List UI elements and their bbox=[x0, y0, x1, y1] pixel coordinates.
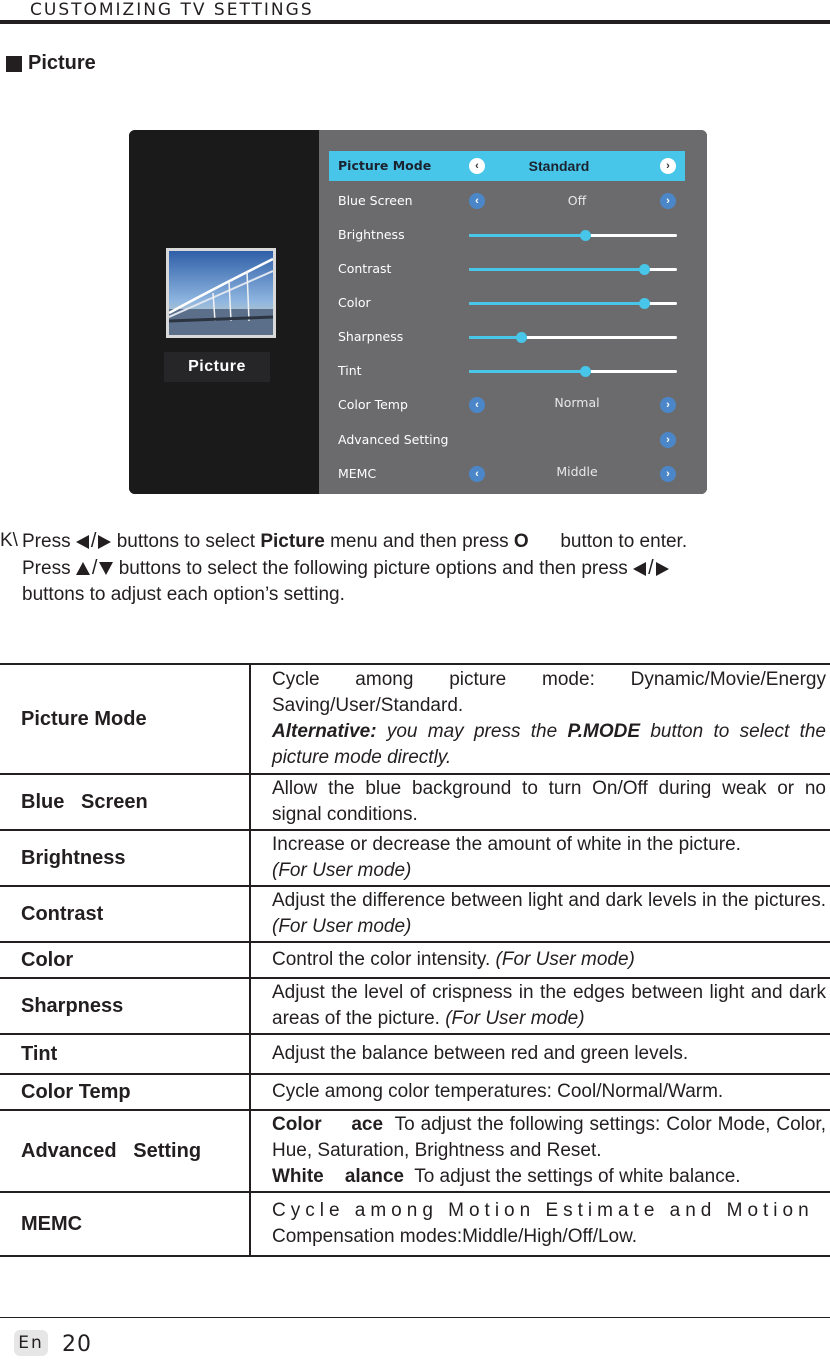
menu-row-label: Brightness bbox=[338, 227, 405, 242]
down-arrow-icon bbox=[99, 562, 113, 575]
settings-table bbox=[0, 663, 830, 1257]
header-rule bbox=[0, 20, 830, 24]
chevron-right-icon[interactable]: › bbox=[660, 466, 676, 482]
row-label: MEMC bbox=[0, 1192, 250, 1256]
up-arrow-icon bbox=[76, 562, 90, 575]
menu-row-contrast[interactable] bbox=[319, 254, 707, 284]
section-square-icon bbox=[6, 56, 22, 72]
instruction-line-1: Press / buttons to select Picture menu and then press O button to enter. bbox=[22, 530, 688, 552]
table-row bbox=[0, 830, 830, 886]
row-label: Sharpness bbox=[0, 978, 250, 1034]
row-description bbox=[250, 886, 830, 942]
desc-note: (For User mode) bbox=[495, 949, 635, 970]
contrast-slider[interactable] bbox=[469, 268, 677, 271]
row-label: Picture Mode bbox=[0, 664, 250, 774]
menu-row-value: Middle bbox=[556, 464, 598, 479]
table-row bbox=[0, 886, 830, 942]
page-number: 20 bbox=[62, 1332, 92, 1357]
slider-knob[interactable] bbox=[639, 264, 650, 275]
instruction-line-3 bbox=[22, 582, 826, 608]
desc-text: Cycle among Motion Estimate and Motion bbox=[272, 1200, 814, 1221]
table-row bbox=[0, 664, 830, 774]
pmode-key-name: P.MODE bbox=[567, 721, 641, 742]
slider-fill bbox=[469, 302, 644, 305]
page-header-title: CUSTOMIZING TV SETTINGS bbox=[30, 0, 314, 20]
color-space-label: Color ace bbox=[272, 1114, 384, 1135]
menu-row-sharpness[interactable] bbox=[319, 322, 707, 352]
picture-thumbnail-icon bbox=[166, 248, 276, 338]
desc-text: you may press the bbox=[386, 721, 558, 742]
color-slider[interactable] bbox=[469, 302, 677, 305]
row-label: Blue Screen bbox=[0, 774, 250, 830]
menu-row-value: Standard bbox=[528, 158, 590, 174]
menu-row-label: Blue Screen bbox=[338, 193, 413, 208]
section-title bbox=[6, 52, 96, 75]
row-description bbox=[250, 1110, 830, 1192]
desc-text: Adjust the difference between light and dark levels in the pictures. bbox=[272, 890, 826, 911]
right-arrow-icon bbox=[98, 535, 111, 549]
instruction-line-2: Press / buttons to select the following picture options and then press / bbox=[22, 555, 826, 582]
slider-fill bbox=[469, 234, 585, 237]
menu-row-label: Sharpness bbox=[338, 329, 404, 344]
instruction-text: button to enter. bbox=[560, 531, 688, 552]
menu-row-label: Picture Mode bbox=[338, 158, 432, 173]
row-label: Advanced Setting bbox=[0, 1110, 250, 1192]
table-row bbox=[0, 1110, 830, 1192]
right-arrow-icon bbox=[656, 562, 669, 576]
left-arrow-icon bbox=[633, 562, 646, 576]
row-description: Adjust the balance between red and green levels. bbox=[250, 1034, 830, 1074]
row-description bbox=[250, 978, 830, 1034]
desc-text: button to select the picture mode directly. bbox=[272, 721, 826, 768]
menu-row-picture-mode[interactable] bbox=[329, 151, 685, 181]
brightness-slider[interactable] bbox=[469, 234, 677, 237]
menu-row-label: Color Temp bbox=[338, 397, 408, 412]
menu-row-label: Tint bbox=[338, 363, 362, 378]
desc-text: Control the color intensity. bbox=[272, 949, 491, 970]
picture-menu-name: Picture bbox=[260, 531, 325, 552]
instruction-text: buttons to select the following picture options and then press bbox=[118, 558, 628, 579]
menu-row-label: Contrast bbox=[338, 261, 392, 276]
chevron-right-icon[interactable]: › bbox=[660, 432, 676, 448]
instruction-text: Press bbox=[22, 531, 71, 552]
row-label: Tint bbox=[0, 1034, 250, 1074]
chevron-left-icon[interactable]: ‹ bbox=[469, 397, 485, 413]
desc-text: Compensation modes:Middle/High/Off/Low. bbox=[272, 1226, 638, 1247]
desc-text: To adjust the settings of white balance. bbox=[414, 1166, 741, 1187]
menu-row-tint[interactable] bbox=[319, 356, 707, 386]
chevron-left-icon[interactable]: ‹ bbox=[469, 466, 485, 482]
footer-rule bbox=[0, 1317, 830, 1318]
row-description bbox=[250, 1192, 830, 1256]
instructions bbox=[0, 528, 826, 608]
instruction-marker: K\ bbox=[0, 530, 18, 551]
row-label: Color bbox=[0, 942, 250, 978]
instruction-text: buttons to adjust each option’s setting. bbox=[22, 584, 345, 605]
chevron-left-icon[interactable]: ‹ bbox=[469, 193, 485, 209]
slider-fill bbox=[469, 336, 521, 339]
desc-note: (For User mode) bbox=[272, 860, 412, 881]
chevron-right-icon[interactable]: › bbox=[660, 397, 676, 413]
menu-row-label: Color bbox=[338, 295, 371, 310]
row-description bbox=[250, 942, 830, 978]
table-row bbox=[0, 978, 830, 1034]
menu-row-advanced-setting[interactable] bbox=[319, 425, 707, 455]
thumbnail-label: Picture bbox=[164, 352, 270, 382]
desc-text: Cycle among picture mode: Dynamic/Movie/Energy Saving/User/Standard. bbox=[272, 669, 826, 716]
row-label: Brightness bbox=[0, 830, 250, 886]
slider-knob[interactable] bbox=[580, 230, 591, 241]
row-description: Cycle among color temperatures: Cool/Normal/Warm. bbox=[250, 1074, 830, 1110]
slider-fill bbox=[469, 370, 585, 373]
tv-menu-sidebar bbox=[129, 130, 319, 494]
section-title-text: Picture bbox=[28, 52, 96, 74]
menu-row-value: Normal bbox=[554, 395, 600, 410]
desc-text: Adjust the level of crispness in the edges between light and dark areas of the picture. bbox=[272, 982, 826, 1029]
menu-row-color[interactable] bbox=[319, 288, 707, 318]
slider-fill bbox=[469, 268, 644, 271]
row-description: Allow the blue background to turn On/Off during weak or no signal conditions. bbox=[250, 774, 830, 830]
menu-row-label: MEMC bbox=[338, 466, 377, 481]
table-row bbox=[0, 774, 830, 830]
desc-text: To adjust the following settings: Color Mode, Color, Hue, Saturation, Brightness and Reset. bbox=[272, 1114, 826, 1161]
language-badge: En bbox=[14, 1330, 48, 1356]
slider-knob[interactable] bbox=[639, 298, 650, 309]
slider-knob[interactable] bbox=[580, 366, 591, 377]
alt-label: Alternative: bbox=[272, 721, 377, 742]
menu-row-brightness[interactable] bbox=[319, 220, 707, 250]
menu-row-memc[interactable] bbox=[319, 459, 707, 489]
left-arrow-icon bbox=[76, 535, 89, 549]
menu-row-value: Off bbox=[567, 193, 587, 208]
sharpness-slider[interactable] bbox=[469, 336, 677, 339]
table-row bbox=[0, 1192, 830, 1256]
ok-key-name: O bbox=[513, 531, 529, 552]
menu-row-blue-screen[interactable] bbox=[319, 186, 707, 216]
instruction-text: Press bbox=[22, 558, 71, 579]
chevron-left-icon[interactable]: ‹ bbox=[469, 158, 485, 174]
desc-text: Increase or decrease the amount of white in the picture. bbox=[272, 834, 741, 855]
menu-row-color-temp[interactable] bbox=[319, 390, 707, 420]
tv-menu-panel bbox=[319, 130, 707, 494]
row-description bbox=[250, 830, 830, 886]
table-row bbox=[0, 942, 830, 978]
tint-slider[interactable] bbox=[469, 370, 677, 373]
tv-menu-screenshot bbox=[129, 130, 707, 494]
white-balance-label: White alance bbox=[272, 1166, 404, 1187]
table-row bbox=[0, 1074, 830, 1110]
instruction-text: buttons to select bbox=[116, 531, 256, 552]
row-description bbox=[250, 664, 830, 774]
row-label: Color Temp bbox=[0, 1074, 250, 1110]
menu-row-label: Advanced Setting bbox=[338, 432, 449, 447]
desc-note: (For User mode) bbox=[445, 1008, 585, 1029]
chevron-right-icon[interactable]: › bbox=[660, 193, 676, 209]
chevron-right-icon[interactable]: › bbox=[660, 158, 676, 174]
desc-note: (For User mode) bbox=[272, 916, 412, 937]
table-row bbox=[0, 1034, 830, 1074]
slider-knob[interactable] bbox=[516, 332, 527, 343]
row-label: Contrast bbox=[0, 886, 250, 942]
instruction-text: menu and then press bbox=[330, 531, 509, 552]
